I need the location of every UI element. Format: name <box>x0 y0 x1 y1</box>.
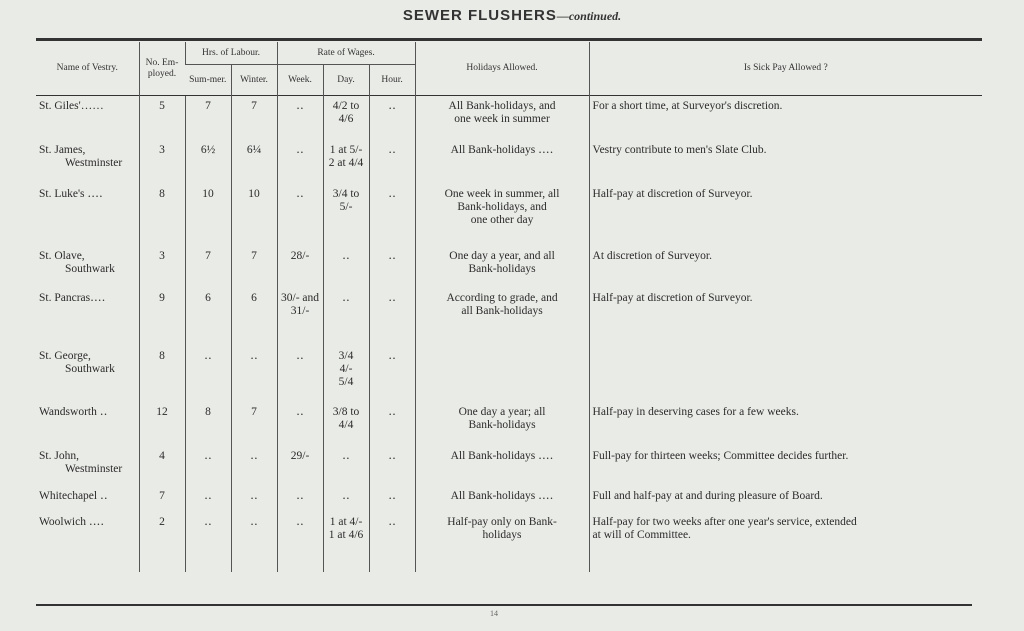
winter-hours: 6 <box>231 292 277 350</box>
table-body <box>36 100 982 572</box>
col-header-hour: Hour. <box>369 65 415 96</box>
table-row <box>36 144 982 188</box>
weekly-wage: 29/- <box>277 450 323 490</box>
employed-count: 8 <box>139 188 185 250</box>
weekly-wage: ‥ <box>277 516 323 572</box>
summer-hours: 8 <box>185 406 231 450</box>
page-number: 14 <box>490 609 498 618</box>
hourly-wage: ‥ <box>369 406 415 450</box>
weekly-wage: ‥ <box>277 406 323 450</box>
sick-pay: Full-pay for thirteen weeks; Committee decides further. <box>589 450 982 490</box>
hourly-wage: ‥ <box>369 250 415 292</box>
summer-hours: 6½ <box>185 144 231 188</box>
holidays-allowed <box>415 350 589 406</box>
sick-pay: Half-pay for two weeks after one year's service, extended at will of Committee. <box>589 516 982 572</box>
employed-count: 12 <box>139 406 185 450</box>
daily-wage: 1 at 4/- 1 at 4/6 <box>323 516 369 572</box>
holidays-allowed: All Bank-holidays ‥‥ <box>415 490 589 516</box>
sick-pay: Half-pay at discretion of Surveyor. <box>589 188 982 250</box>
holidays-allowed: According to grade, and all Bank-holidays <box>415 292 589 350</box>
employed-count: 7 <box>139 490 185 516</box>
winter-hours: ‥ <box>231 350 277 406</box>
sick-pay: Vestry contribute to men's Slate Club. <box>589 144 982 188</box>
top-rule <box>36 38 982 41</box>
winter-hours: 6¼ <box>231 144 277 188</box>
table-row <box>36 350 982 406</box>
hourly-wage: ‥ <box>369 144 415 188</box>
col-header-week: Week. <box>277 65 323 96</box>
col-header-wages-group: Rate of Wages. <box>277 42 415 65</box>
table-row <box>36 188 982 250</box>
employed-count: 8 <box>139 350 185 406</box>
holidays-allowed: All Bank-holidays ‥‥ <box>415 450 589 490</box>
weekly-wage: 30/- and 31/- <box>277 292 323 350</box>
weekly-wage: 28/- <box>277 250 323 292</box>
employed-count: 3 <box>139 144 185 188</box>
weekly-wage: ‥ <box>277 350 323 406</box>
page-title <box>0 7 1024 24</box>
daily-wage: ‥ <box>323 490 369 516</box>
daily-wage: 3/4 to 5/- <box>323 188 369 250</box>
employed-count: 9 <box>139 292 185 350</box>
col-header-winter: Winter. <box>231 65 277 96</box>
employed-count: 2 <box>139 516 185 572</box>
vestry-name: St. John, Westminster <box>39 450 123 475</box>
sick-pay: For a short time, at Surveyor's discretion. <box>589 100 982 144</box>
winter-hours: ‥ <box>231 516 277 572</box>
table-row <box>36 490 982 516</box>
employed-count: 5 <box>139 100 185 144</box>
winter-hours: 7 <box>231 250 277 292</box>
weekly-wage: ‥ <box>277 144 323 188</box>
daily-wage: 3/4 4/- 5/4 <box>323 350 369 406</box>
daily-wage: 1 at 5/- 2 at 4/4 <box>323 144 369 188</box>
holidays-allowed: One week in summer, all Bank-holidays, and one other day <box>415 188 589 250</box>
holidays-allowed: All Bank-holidays ‥‥ <box>415 144 589 188</box>
vestry-name: St. James, Westminster <box>39 144 123 169</box>
sick-pay <box>589 350 982 406</box>
vestry-name: Wandsworth ‥ <box>39 406 108 418</box>
winter-hours: ‥ <box>231 450 277 490</box>
daily-wage: 3/8 to 4/4 <box>323 406 369 450</box>
sick-pay: At discretion of Surveyor. <box>589 250 982 292</box>
col-header-hours-group: Hrs. of Labour. <box>185 42 277 65</box>
summer-hours: ‥ <box>185 450 231 490</box>
weekly-wage: ‥ <box>277 188 323 250</box>
bottom-rule <box>36 604 972 606</box>
table-row <box>36 250 982 292</box>
vestry-name: Whitechapel ‥ <box>39 490 108 502</box>
table-row <box>36 406 982 450</box>
hourly-wage: ‥ <box>369 490 415 516</box>
employed-count: 3 <box>139 250 185 292</box>
daily-wage: ‥ <box>323 292 369 350</box>
holidays-allowed: Half-pay only on Bank- holidays <box>415 516 589 572</box>
holidays-allowed: One day a year, and all Bank-holidays <box>415 250 589 292</box>
employed-header-lines: No. Em- ployed. <box>145 57 179 79</box>
hourly-wage: ‥ <box>369 100 415 144</box>
vestry-name: St. Pancras‥‥ <box>39 292 106 304</box>
hourly-wage: ‥ <box>369 292 415 350</box>
col-header-summer: Sum-mer. <box>189 74 227 85</box>
col-header-day: Day. <box>323 65 369 96</box>
summer-hours: 10 <box>185 188 231 250</box>
vestry-name: St. Luke's ‥‥ <box>39 188 103 200</box>
hourly-wage: ‥ <box>369 188 415 250</box>
vestry-name: St. Olave, Southwark <box>39 250 115 275</box>
winter-hours: 7 <box>231 100 277 144</box>
col-header-name: Name of Vestry. <box>56 63 118 73</box>
summer-hours: 7 <box>185 250 231 292</box>
title-text: SEWER FLUSHERS <box>402 7 557 24</box>
daily-wage: 4/2 to 4/6 <box>323 100 369 144</box>
summer-hours: ‥ <box>185 490 231 516</box>
holidays-allowed: All Bank-holidays, and one week in summer <box>415 100 589 144</box>
hourly-wage: ‥ <box>369 350 415 406</box>
summer-hours: 6 <box>185 292 231 350</box>
holidays-allowed: One day a year; all Bank-holidays <box>415 406 589 450</box>
sick-pay: Full and half-pay at and during pleasure of Board. <box>589 490 982 516</box>
table-row <box>36 516 982 572</box>
summer-hours: ‥ <box>185 516 231 572</box>
summer-hours: 7 <box>185 100 231 144</box>
vestry-name: St. George, Southwark <box>39 350 115 375</box>
col-header-holidays: Holidays Allowed. <box>415 42 589 96</box>
table-row <box>36 100 982 144</box>
employed-count: 4 <box>139 450 185 490</box>
wages-table <box>36 42 982 572</box>
summer-hours: ‥ <box>185 350 231 406</box>
table-row <box>36 292 982 350</box>
daily-wage: ‥ <box>323 250 369 292</box>
weekly-wage: ‥ <box>277 100 323 144</box>
winter-hours: 10 <box>231 188 277 250</box>
winter-hours: ‥ <box>231 490 277 516</box>
vestry-name: Woolwich ‥‥ <box>39 516 105 528</box>
winter-hours: 7 <box>231 406 277 450</box>
col-header-employed <box>139 42 185 96</box>
title-continued: —continued. <box>556 9 622 23</box>
table-row <box>36 450 982 490</box>
col-header-sick: Is Sick Pay Allowed ? <box>589 42 982 96</box>
sick-pay: Half-pay at discretion of Surveyor. <box>589 292 982 350</box>
weekly-wage: ‥ <box>277 490 323 516</box>
hourly-wage: ‥ <box>369 516 415 572</box>
vestry-name: St. Giles'…… <box>39 100 104 112</box>
daily-wage: ‥ <box>323 450 369 490</box>
hourly-wage: ‥ <box>369 450 415 490</box>
sick-pay: Half-pay in deserving cases for a few weeks. <box>589 406 982 450</box>
